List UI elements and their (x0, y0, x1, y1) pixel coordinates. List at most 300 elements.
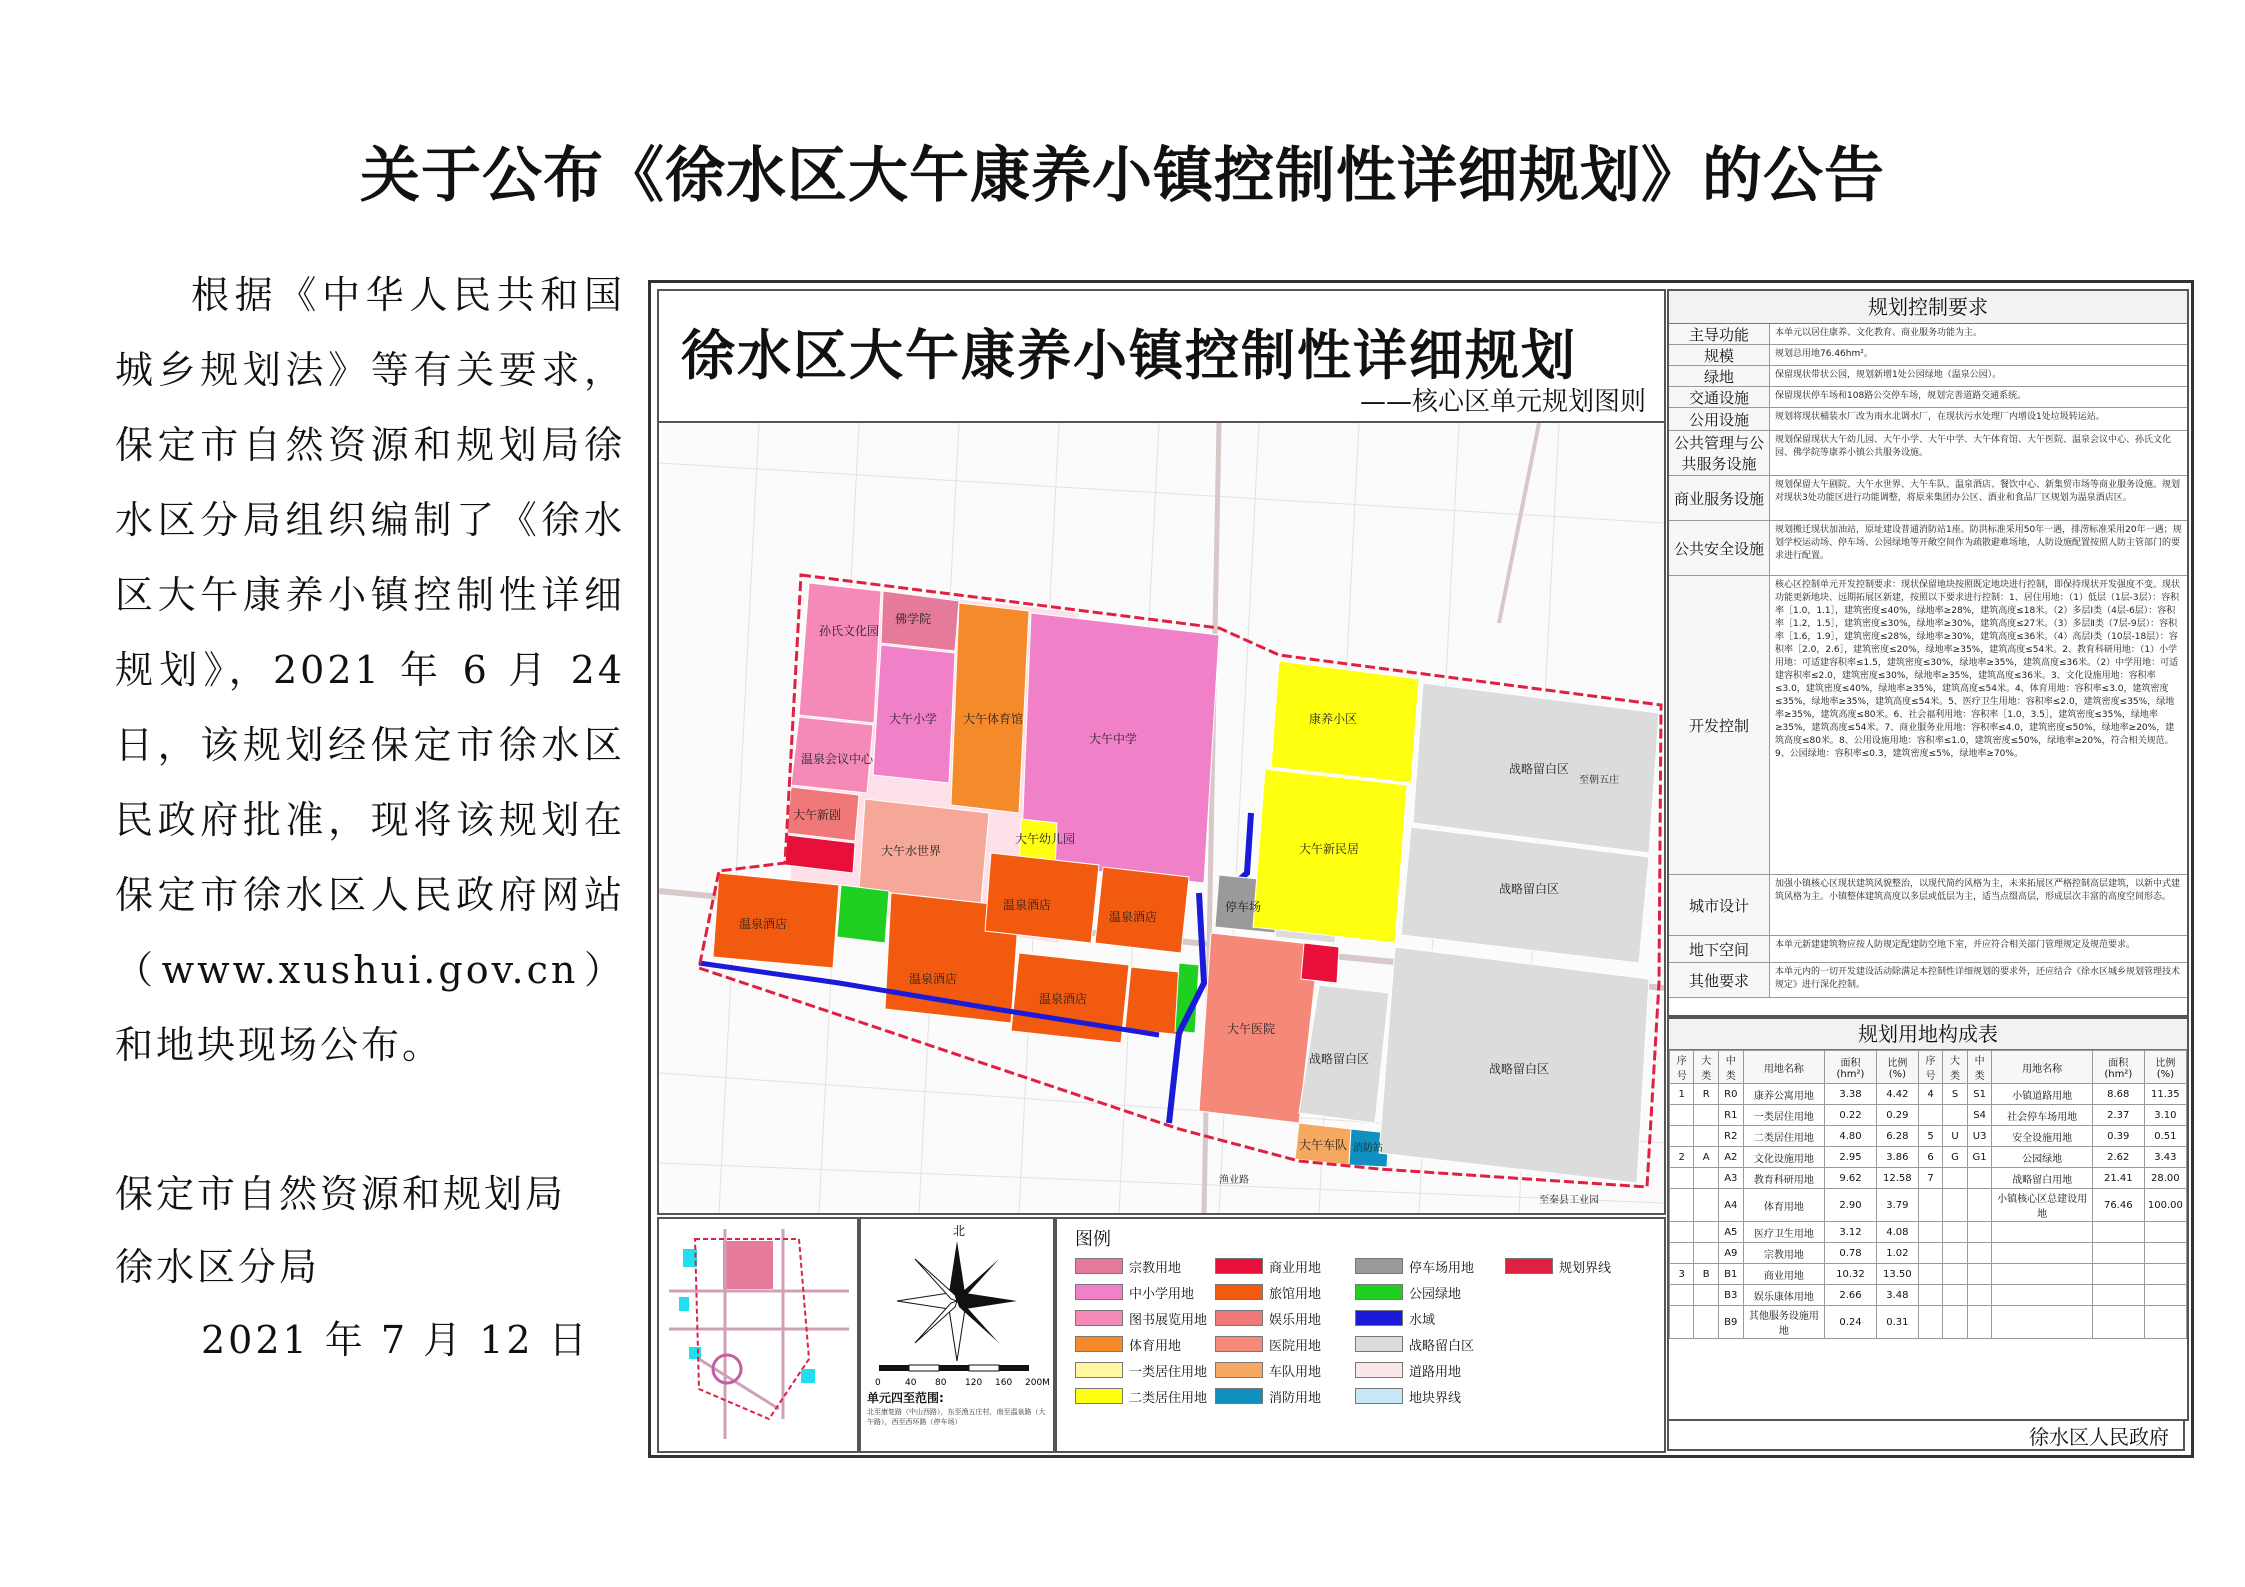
table-cell: 10.32 (1825, 1264, 1877, 1285)
table-cell: 0.24 (1825, 1306, 1877, 1339)
table-cell (1967, 1168, 1992, 1189)
table-cell (1694, 1189, 1718, 1222)
legend-label: 地块界线 (1409, 1390, 1462, 1406)
legend-swatch (1075, 1258, 1123, 1274)
legend-label: 道路用地 (1409, 1364, 1462, 1380)
scale-tick-label: 0 (875, 1378, 881, 1388)
table-cell (1918, 1105, 1942, 1126)
legend-swatch (1355, 1310, 1403, 1326)
table-cell (1967, 1306, 1992, 1339)
table-cell: 7 (1918, 1168, 1942, 1189)
table-cell: 8.68 (2092, 1084, 2144, 1105)
table-cell (1670, 1222, 1694, 1243)
table-cell: 公园绿地 (1992, 1147, 2092, 1168)
requirement-label: 公用设施 (1669, 408, 1770, 430)
notice-title: 关于公布《徐水区大午康养小镇控制性详细规划》的公告 (360, 141, 1885, 211)
legend-item (1505, 1361, 1655, 1379)
table-cell: 2.37 (2092, 1105, 2144, 1126)
legend-title: 图例 (1075, 1229, 1111, 1250)
table-cell (1992, 1243, 2092, 1264)
table-cell: A5 (1718, 1222, 1743, 1243)
parcel-tiyu (951, 603, 1029, 813)
table-cell: 13.50 (1876, 1264, 1918, 1285)
map-label-xinju: 大午新剧 (793, 808, 842, 822)
table-cell (1943, 1105, 1967, 1126)
table-cell (1694, 1222, 1718, 1243)
requirement-content: 核心区控制单元开发控制要求：现状保留地块按照既定地块进行控制，即保持现状开发强度不变。现状功能更新地块、远期拓展区新建，按照以下要求进行控制：1、居住用地：（1）低层（1层-3层）：容积率［1.0，1.1］，建筑密度≤40%，绿地率≥28%，建筑高度≤18米。（2）多层Ⅰ类（4层-6层）：容积率［1.2，1.5］，建筑密度≤30%，绿地率≥30%，建筑高度≤27米。（3）多层Ⅱ类（7层-9层）：容积率［1.6，1.9］，建筑密度≤28%，绿地率≥30%，建筑高度≤36米。（4）高层Ⅰ类（10层-18层）：容积率［2.0，2.6］，建筑密度≤20%，绿地率≥35%，建筑高度≤54米。2、教育科研用地：（1）小学用地：可适建容积率≤1.5，建筑密度≤30%，绿地率≥35%，建筑高度≤36米。（2）中学用地：可适建容积率≤2.0，建筑密度≤30%，绿地率≥35%，建筑高度≤36米。3、文化设施用地：容积率≤3.0，建筑密度≤40%，绿地率≥35%，建筑高度≤54米。4、体育用地：容积率≤3.0，建筑密度≤35%，绿地率≥35%，建筑高度≤54米。5、医疗卫生用地：容积率≤2.0，建筑密度≤35%，绿地率≥35%，建筑高度≤80米。6、社会福利用地：容积率［1.0，3.5］，建筑密度≤35%，绿地率≥35%，建筑高度≤54米。7、商业服务业用地：容积率≤4.0，建筑密度≤50%，绿地率≥20%，建筑高度≤80米。8、公用设施用地：容积率≤1.0，建筑密度≤50%，绿地率≥20%，符合相关规范。9、公园绿地：容积率≤0.3，建筑密度≤5%，绿地率≥70%。 (1775, 580, 2181, 759)
map-label-zhongxue: 大午中学 (1089, 732, 1138, 746)
table-cell: 21.41 (2092, 1168, 2144, 1189)
table-cell: 3.10 (2144, 1105, 2186, 1126)
table-row (1670, 1243, 2187, 1264)
legend-swatch (1075, 1310, 1123, 1326)
legend-item (1355, 1283, 1505, 1301)
table-row (1670, 1105, 2187, 1126)
table-row (1670, 1126, 2187, 1147)
north-arrow-box (859, 1217, 1055, 1453)
land-use-column-header: 比例(%) (1876, 1051, 1918, 1084)
map-label-fojiao: 佛学院 (895, 612, 932, 626)
table-cell: 0.29 (1876, 1105, 1918, 1126)
table-cell (1918, 1222, 1942, 1243)
requirement-row (1669, 875, 2187, 936)
map-label-xinmin: 大午新民居 (1299, 842, 1360, 856)
legend-label: 体育用地 (1129, 1338, 1182, 1354)
map-label-xiaofang: 消防站 (1353, 1143, 1383, 1154)
legend-swatch (1215, 1362, 1263, 1378)
table-row (1670, 1222, 2187, 1243)
scale-tick-label: 160 (995, 1378, 1013, 1388)
plan-title: 徐水区大午康养小镇控制性详细规划 (681, 324, 1577, 387)
table-cell (2144, 1306, 2186, 1339)
table-cell: 3.12 (1825, 1222, 1877, 1243)
requirement-content: 规划总用地76.46hm²。 (1775, 349, 1873, 359)
legend-label: 停车场用地 (1409, 1260, 1475, 1276)
table-cell: 小镇核心区总建设用地 (1992, 1189, 2092, 1222)
zoning-map-svg (659, 423, 1664, 1213)
legend-item (1075, 1257, 1215, 1275)
land-use-table (1669, 1050, 2187, 1339)
table-cell: 2.90 (1825, 1189, 1877, 1222)
scale-ticks (875, 1378, 1050, 1388)
requirement-row (1669, 476, 2187, 521)
location-inset-map (657, 1217, 859, 1453)
map-label-jiudian5: 温泉酒店 (1039, 992, 1088, 1006)
legend-label: 图书展览用地 (1129, 1312, 1208, 1328)
table-cell: B9 (1718, 1306, 1743, 1339)
table-cell: 宗教用地 (1743, 1243, 1824, 1264)
requirement-label: 商业服务设施 (1669, 476, 1770, 520)
parcel-xinmin (1253, 769, 1407, 943)
inset-water-2 (679, 1297, 689, 1311)
requirement-row (1669, 576, 2187, 875)
road-northeast (1499, 423, 1539, 623)
table-cell: B3 (1718, 1285, 1743, 1306)
legend-item (1075, 1387, 1215, 1405)
table-cell: 4.08 (1876, 1222, 1918, 1243)
legend-item (1505, 1309, 1655, 1327)
legend-label: 规划界线 (1559, 1260, 1612, 1276)
map-label-wenquan-hui: 温泉会议中心 (801, 752, 874, 766)
legend-swatch (1215, 1284, 1263, 1300)
plan-drawing (648, 280, 2194, 1458)
table-cell: 其他服务设施用地 (1743, 1306, 1824, 1339)
parcel-sunshi (799, 583, 881, 723)
table-row (1670, 1147, 2187, 1168)
table-cell: R (1694, 1084, 1718, 1105)
land-use-column-header: 大类 (1694, 1051, 1718, 1084)
table-cell (1670, 1126, 1694, 1147)
map-label-jiudian3: 温泉酒店 (1003, 898, 1052, 912)
table-cell (1967, 1264, 1992, 1285)
legend-item (1505, 1335, 1655, 1353)
table-cell: 小镇道路用地 (1992, 1084, 2092, 1105)
legend-swatch (1355, 1284, 1403, 1300)
legend-label: 二类居住用地 (1129, 1390, 1208, 1406)
issuer-label: 徐水区人民政府 (1667, 1419, 2185, 1451)
requirement-content: 加强小镇核心区现状建筑风貌整治，以现代简约风格为主，未来拓展区严格控制高层建筑，以新中式建筑风格为主。小镇整体建筑高度以多层或低层为主，适当点缀高层，形成层次丰富的高度空间形态。 (1775, 879, 2181, 902)
map-label-zhanlue3: 战略留白区 (1489, 1062, 1550, 1076)
map-label-zhanlue1: 战略留白区 (1509, 762, 1570, 776)
map-label-jiudian2: 温泉酒店 (909, 972, 958, 986)
table-cell: 文化设施用地 (1743, 1147, 1824, 1168)
land-use-table-panel (1667, 1017, 2189, 1421)
requirement-label: 其他要求 (1669, 963, 1770, 997)
table-cell (1967, 1189, 1992, 1222)
table-cell: 一类居住用地 (1743, 1105, 1824, 1126)
table-cell (1967, 1285, 1992, 1306)
table-cell: S4 (1967, 1105, 1992, 1126)
table-cell: 3.79 (1876, 1189, 1918, 1222)
table-cell (2092, 1243, 2144, 1264)
legend-label: 一类居住用地 (1129, 1364, 1208, 1380)
table-cell (1694, 1285, 1718, 1306)
land-use-column-header: 序号 (1670, 1051, 1694, 1084)
plan-subtitle: ——核心区单元规划图则 (1359, 387, 1646, 417)
map-label-zhanlue2: 战略留白区 (1499, 882, 1560, 896)
requirement-content: 规划搬迁现状加油站，原址建设普通消防站1座。防洪标准采用50年一遇，排涝标准采用20年一遇；规划学校运动场、停车场、公园绿地等开敞空间作为疏散避难场地，人防设施配置按照人防主管部门的要求进行配置。 (1775, 525, 2182, 561)
table-cell: 二类居住用地 (1743, 1126, 1824, 1147)
table-cell: 0.78 (1825, 1243, 1877, 1264)
table-cell: 4 (1918, 1084, 1942, 1105)
legend-item (1215, 1361, 1355, 1379)
legend-label: 商业用地 (1269, 1260, 1322, 1276)
table-row (1670, 1189, 2187, 1222)
table-cell: R1 (1718, 1105, 1743, 1126)
legend-swatch (1505, 1258, 1553, 1274)
map-label-east-road: 至朝五庄 (1579, 775, 1619, 786)
requirement-label: 公共管理与公共服务设施 (1669, 431, 1770, 475)
table-cell: A4 (1718, 1189, 1743, 1222)
table-cell: 康养公寓用地 (1743, 1084, 1824, 1105)
legend-swatch (1075, 1336, 1123, 1352)
table-cell (1967, 1222, 1992, 1243)
legend-label: 水域 (1409, 1312, 1436, 1328)
north-label: 北 (953, 1224, 966, 1238)
table-row (1670, 1084, 2187, 1105)
land-use-column-header: 比例(%) (2144, 1051, 2186, 1084)
table-cell: 6 (1918, 1147, 1942, 1168)
table-cell: G1 (1967, 1147, 1992, 1168)
table-cell: 3.48 (1876, 1285, 1918, 1306)
table-cell: 0.22 (1825, 1105, 1877, 1126)
compass-icon (897, 1241, 1017, 1361)
table-cell: U3 (1967, 1126, 1992, 1147)
table-cell: 3 (1670, 1264, 1694, 1285)
table-cell (1670, 1306, 1694, 1339)
land-use-column-header: 大类 (1943, 1051, 1967, 1084)
legend-item (1355, 1335, 1505, 1353)
map-label-jiudian4: 温泉酒店 (1109, 910, 1158, 924)
table-cell: 4.80 (1825, 1126, 1877, 1147)
requirement-label: 规模 (1669, 345, 1770, 365)
table-cell: 社会停车场用地 (1992, 1105, 2092, 1126)
scale-bar (879, 1365, 1029, 1371)
table-cell: 9.62 (1825, 1168, 1877, 1189)
legend-item (1215, 1309, 1355, 1327)
scale-caption: 单元四至范围: (867, 1391, 944, 1405)
table-cell (2092, 1264, 2144, 1285)
land-use-column-header: 用地名称 (1992, 1051, 2092, 1084)
legend-item (1355, 1387, 1505, 1405)
table-cell: R0 (1718, 1084, 1743, 1105)
requirement-row (1669, 387, 2187, 408)
requirement-row (1669, 963, 2187, 998)
table-cell (2144, 1264, 2186, 1285)
requirement-content: 本单元内的一切开发建设活动除满足本控制性详细规划的要求外，还应结合《徐水区城乡规划管理技术规定》进行深化控制。 (1775, 967, 2181, 990)
requirement-label: 城市设计 (1669, 875, 1770, 935)
table-cell: A2 (1718, 1147, 1743, 1168)
legend-item (1355, 1257, 1505, 1275)
table-cell: 6.28 (1876, 1126, 1918, 1147)
table-cell: 3.43 (2144, 1147, 2186, 1168)
table-cell: 3.86 (1876, 1147, 1918, 1168)
zoning-map (657, 421, 1666, 1215)
scale-description: 北至康复路（中山西路），东至渔五庄村，南至温泉路（大午路），西至西环路（停车场） (867, 1408, 1046, 1426)
table-cell (1670, 1189, 1694, 1222)
legend-swatch (1075, 1284, 1123, 1300)
table-cell (1694, 1243, 1718, 1264)
table-cell: R2 (1718, 1126, 1743, 1147)
table-cell: 0.51 (2144, 1126, 2186, 1147)
legend-item (1215, 1387, 1355, 1405)
table-row (1670, 1285, 2187, 1306)
map-label-kangyang: 康养小区 (1309, 712, 1358, 726)
legend-swatch (1355, 1336, 1403, 1352)
legend-label: 旅馆用地 (1269, 1286, 1322, 1302)
requirement-row (1669, 431, 2187, 476)
table-cell: A9 (1718, 1243, 1743, 1264)
legend-label: 公园绿地 (1409, 1286, 1462, 1302)
planning-requirements (1667, 289, 2189, 1017)
table-cell (2092, 1285, 2144, 1306)
legend-label: 中小学用地 (1129, 1286, 1195, 1302)
legend-swatch (1215, 1336, 1263, 1352)
scale-tick-label: 200M (1025, 1378, 1050, 1388)
notice-paragraph: 根据《中华人民共和国城乡规划法》等有关要求，保定市自然资源和规划局徐水区分局组织编制了《徐水区大午康养小镇控制性详细规划》，2021 年 6 月 24 日，该规划经保定市徐水区民政府批准，现将该规划在保定市徐水区人民政府网站（www.xushui.gov.cn）和地块现场公布。 (115, 273, 625, 1067)
table-cell (1694, 1168, 1718, 1189)
table-cell: 0.39 (2092, 1126, 2144, 1147)
requirement-row (1669, 408, 2187, 431)
legend-item (1505, 1257, 1655, 1275)
legend-swatch (1355, 1388, 1403, 1404)
table-cell (1943, 1285, 1967, 1306)
table-cell (1943, 1306, 1967, 1339)
map-label-yiyuan: 大午医院 (1227, 1022, 1276, 1036)
signature-block (115, 1158, 590, 1377)
requirement-label: 开发控制 (1669, 576, 1770, 874)
table-cell (1992, 1222, 2092, 1243)
inset-water-3 (689, 1347, 701, 1359)
table-cell (2144, 1222, 2186, 1243)
requirement-label: 交通设施 (1669, 387, 1770, 407)
legend-item (1075, 1283, 1215, 1301)
land-use-column-header: 中类 (1718, 1051, 1743, 1084)
table-cell (1943, 1222, 1967, 1243)
table-cell (1992, 1306, 2092, 1339)
legend-item (1075, 1309, 1215, 1327)
table-cell (1670, 1285, 1694, 1306)
table-cell: 1 (1670, 1084, 1694, 1105)
table-cell: 0.31 (1876, 1306, 1918, 1339)
inset-core-zone (723, 1241, 773, 1289)
requirement-row (1669, 521, 2187, 576)
legend-swatch (1215, 1388, 1263, 1404)
table-cell: A (1694, 1147, 1718, 1168)
inset-map-svg (659, 1219, 857, 1451)
land-use-head-row (1670, 1051, 2187, 1084)
map-label-youer: 大午幼儿园 (1015, 832, 1076, 846)
table-cell (2092, 1306, 2144, 1339)
land-use-column-header: 用地名称 (1743, 1051, 1824, 1084)
table-cell (1943, 1243, 1967, 1264)
legend-swatch (1355, 1362, 1403, 1378)
table-cell: 2.95 (1825, 1147, 1877, 1168)
table-cell: A3 (1718, 1168, 1743, 1189)
notice-body (115, 258, 625, 1083)
table-cell (1992, 1264, 2092, 1285)
requirement-content: 规划将现状桶装水厂改为雨水北调水厂，在现状污水处理厂内增设1处垃圾转运站。 (1775, 412, 2105, 422)
land-use-column-header: 序号 (1918, 1051, 1942, 1084)
signer-org-line2: 徐水区分局 (115, 1245, 321, 1289)
plan-title-box (657, 289, 1666, 423)
scale-tick-label: 80 (935, 1378, 947, 1388)
scale-tick-label: 40 (905, 1378, 917, 1388)
table-cell (1992, 1285, 2092, 1306)
map-label-tiyu: 大午体育馆 (963, 712, 1024, 726)
table-cell (1943, 1168, 1967, 1189)
signer-org-line1: 保定市自然资源和规划局 (115, 1172, 567, 1216)
legend-label: 宗教用地 (1129, 1260, 1182, 1276)
table-cell (1918, 1306, 1942, 1339)
scale-tick-label: 120 (965, 1378, 983, 1388)
inset-water-4 (801, 1369, 815, 1383)
land-use-body (1670, 1084, 2187, 1339)
table-cell: 体育用地 (1743, 1189, 1824, 1222)
table-cell (2092, 1222, 2144, 1243)
map-label-tingche: 停车场 (1225, 900, 1262, 914)
table-cell (1670, 1168, 1694, 1189)
table-cell: 2.66 (1825, 1285, 1877, 1306)
legend-item (1215, 1257, 1355, 1275)
table-cell: 商业用地 (1743, 1264, 1824, 1285)
map-legend (1055, 1217, 1666, 1453)
legend-swatch (1075, 1362, 1123, 1378)
table-cell (1943, 1189, 1967, 1222)
table-cell: B1 (1718, 1264, 1743, 1285)
table-cell: 3.38 (1825, 1084, 1877, 1105)
requirement-label: 公共安全设施 (1669, 521, 1770, 575)
requirement-row (1669, 366, 2187, 387)
map-label-xiaoxue: 大午小学 (889, 712, 938, 726)
map-label-sunshi: 孙氏文化园 (819, 624, 880, 638)
table-cell: 2.62 (2092, 1147, 2144, 1168)
legend-label: 消防用地 (1269, 1390, 1322, 1406)
map-label-zhanlue4: 战略留白区 (1309, 1052, 1370, 1066)
legend-swatch (1215, 1310, 1263, 1326)
table-cell: 2 (1670, 1147, 1694, 1168)
requirement-content: 保留现状停车场和108路公交停车场，规划完善道路交通系统。 (1775, 391, 2027, 401)
table-row (1670, 1306, 2187, 1339)
map-label-jiudian1: 温泉酒店 (739, 917, 788, 931)
legend-label: 医院用地 (1269, 1338, 1322, 1354)
map-label-chedui: 大午车队 (1299, 1138, 1348, 1152)
legend-label: 战略留白区 (1409, 1338, 1475, 1354)
table-cell: 28.00 (2144, 1168, 2186, 1189)
legend-swatch (1355, 1258, 1403, 1274)
land-use-column-header: 面积(hm²) (1825, 1051, 1877, 1084)
table-cell: 4.42 (1876, 1084, 1918, 1105)
table-cell: 1.02 (1876, 1243, 1918, 1264)
table-cell (1670, 1243, 1694, 1264)
land-use-header: 规划用地构成表 (1669, 1019, 2187, 1050)
table-cell: 医疗卫生用地 (1743, 1222, 1824, 1243)
legend-item (1355, 1361, 1505, 1379)
land-use-column-header: 面积(hm²) (2092, 1051, 2144, 1084)
legend-label: 车队用地 (1269, 1364, 1322, 1380)
table-cell: S (1943, 1084, 1967, 1105)
requirement-content: 保留现状带状公园，规划新增1处公园绿地（温泉公园）。 (1775, 370, 2002, 380)
parcel-xiaofang-site (1301, 943, 1339, 983)
table-cell (1918, 1264, 1942, 1285)
legend-item (1355, 1309, 1505, 1327)
requirement-label: 主导功能 (1669, 324, 1770, 344)
legend-item (1215, 1335, 1355, 1353)
requirement-row (1669, 345, 2187, 366)
table-cell: 5 (1918, 1126, 1942, 1147)
requirement-content: 本单元新建建筑物应按人防规定配建防空地下室，并应符合相关部门管理规定及规范要求。 (1775, 940, 2136, 950)
legend-item (1505, 1283, 1655, 1301)
table-cell: 11.35 (2144, 1084, 2186, 1105)
compass-rose (861, 1219, 1053, 1389)
requirement-content: 规划保留大午剧院、大午水世界、大午车队、温泉酒店、餐饮中心、新集贸市场等商业服务设施。规划对现状3处功能区进行功能调整，将原来集团办公区、酒业和食品厂区规划为温泉酒店区。 (1775, 480, 2181, 503)
table-cell (1967, 1243, 1992, 1264)
table-cell (1694, 1306, 1718, 1339)
table-cell (1918, 1243, 1942, 1264)
table-cell: G (1943, 1147, 1967, 1168)
table-cell (1694, 1126, 1718, 1147)
table-cell: S1 (1967, 1084, 1992, 1105)
table-cell: 战略留白用地 (1992, 1168, 2092, 1189)
map-label-industrial: 至秦县工业园 (1539, 1195, 1599, 1206)
legend-item (1505, 1387, 1655, 1405)
legend-item (1075, 1361, 1215, 1379)
table-cell (1943, 1264, 1967, 1285)
table-cell: 76.46 (2092, 1189, 2144, 1222)
table-cell: 教育科研用地 (1743, 1168, 1824, 1189)
parcel-gongyuan1 (837, 885, 889, 943)
legend-label: 娱乐用地 (1269, 1312, 1322, 1328)
